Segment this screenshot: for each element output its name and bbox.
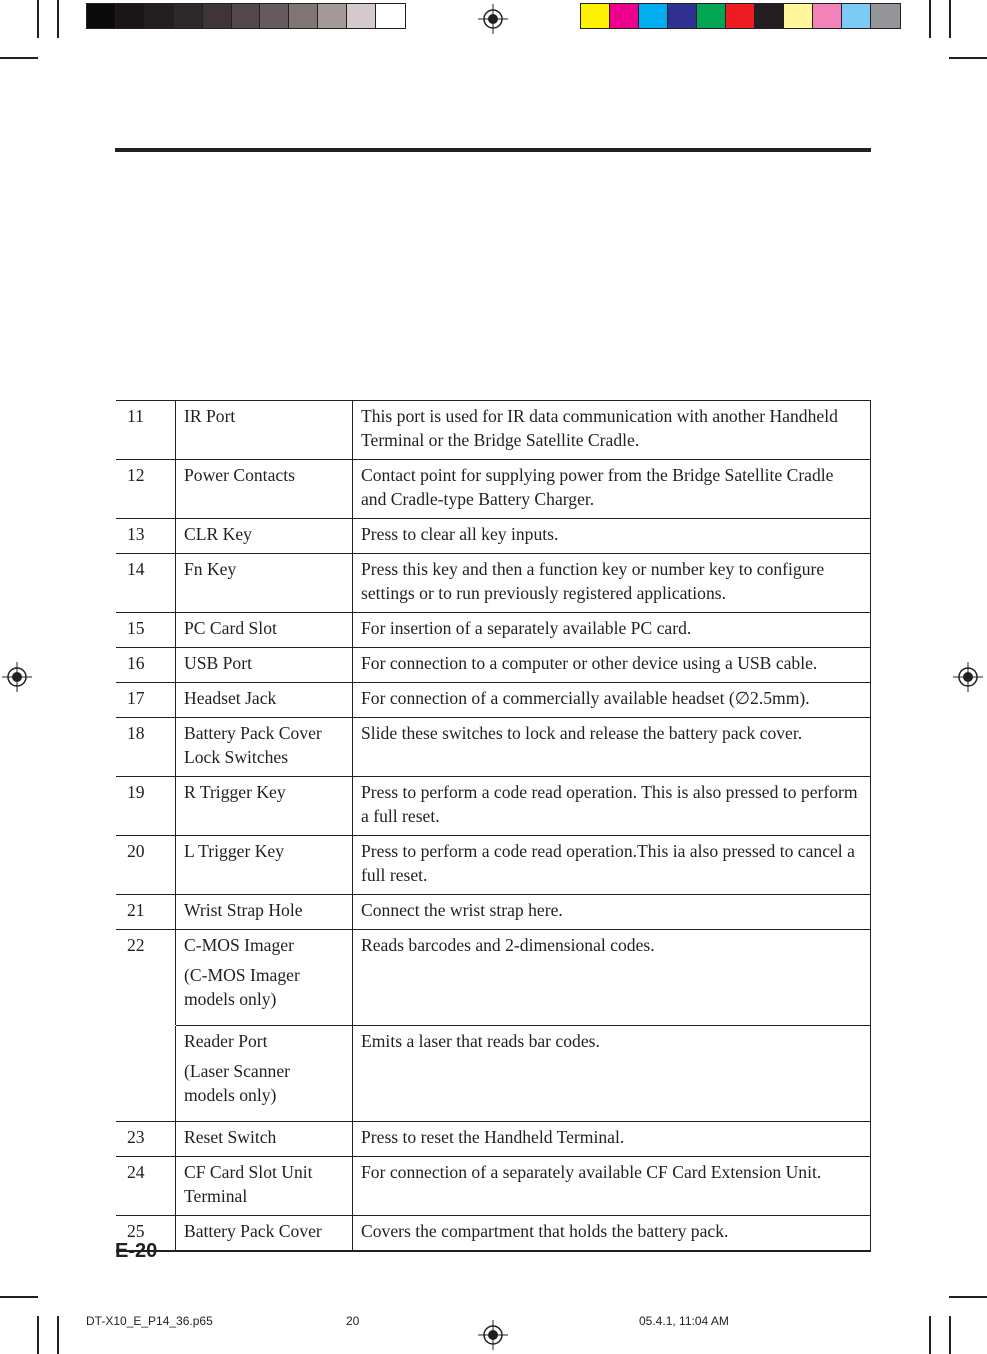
part-name-cell <box>176 1157 353 1216</box>
part-name-cell <box>176 460 353 519</box>
part-description: Reads barcodes and 2-dimensional codes. <box>353 930 871 1026</box>
crop-mark <box>929 1316 931 1354</box>
slug-page: 20 <box>346 1314 360 1328</box>
part-name-cell <box>176 777 353 836</box>
table-row <box>116 777 871 836</box>
part-number: 16 <box>127 653 145 673</box>
part-number: 19 <box>127 782 145 802</box>
part-description: Slide these switches to lock and release the battery pack cover. <box>353 718 871 777</box>
color-swatch <box>318 4 347 28</box>
slug-file-name: DT-X10_E_P14_36.p65 <box>86 1314 213 1328</box>
part-name: PC Card Slot <box>184 618 277 638</box>
crop-mark <box>0 57 38 59</box>
slug-date: 05.4.1, 11:04 AM <box>639 1314 729 1328</box>
color-swatch <box>581 4 610 28</box>
crop-mark <box>949 1316 951 1354</box>
color-swatch <box>203 4 232 28</box>
part-name-cell <box>176 554 353 613</box>
part-name-cell <box>176 1026 353 1122</box>
registration-mark-icon <box>478 4 508 34</box>
header-rule <box>115 148 871 152</box>
part-name-cell <box>176 683 353 718</box>
crop-mark <box>929 0 931 38</box>
part-description: For insertion of a separately available PC card. <box>353 613 871 648</box>
part-name: IR Port <box>184 406 236 426</box>
crop-mark <box>57 1316 59 1354</box>
table-row <box>116 519 871 554</box>
color-swatch <box>347 4 376 28</box>
color-swatch <box>87 4 116 28</box>
part-number: 25 <box>127 1221 145 1241</box>
color-swatch <box>871 4 900 28</box>
color-swatch <box>755 4 784 28</box>
part-number: 13 <box>127 524 145 544</box>
table-row <box>116 401 871 460</box>
part-number: 18 <box>127 723 145 743</box>
part-number: 14 <box>127 559 145 579</box>
part-number: 11 <box>127 406 144 426</box>
part-name: Reader Port <box>184 1031 268 1051</box>
table-row <box>116 1216 871 1252</box>
table-row <box>116 1026 871 1122</box>
part-number: 17 <box>127 688 145 708</box>
color-swatch <box>726 4 755 28</box>
part-name: Battery Pack Cover <box>184 1221 322 1241</box>
part-description: For connection of a commercially available headset (∅2.5mm). <box>353 683 871 718</box>
part-name: CLR Key <box>184 524 252 544</box>
part-number: 24 <box>127 1162 145 1182</box>
table-row <box>116 460 871 519</box>
part-description: Covers the compartment that holds the battery pack. <box>353 1216 871 1252</box>
crop-mark <box>37 1316 39 1354</box>
table-row <box>116 1122 871 1157</box>
table-row <box>116 836 871 895</box>
color-swatch <box>639 4 668 28</box>
part-name-note: (Laser Scanner models only) <box>184 1061 290 1105</box>
part-name-cell <box>176 930 353 1026</box>
part-name: C-MOS Imager <box>184 935 294 955</box>
part-name-cell <box>176 401 353 460</box>
part-number: 23 <box>127 1127 145 1147</box>
part-name-cell <box>176 836 353 895</box>
process-color-bar <box>580 3 901 29</box>
registration-mark-icon <box>2 662 32 692</box>
part-description: Press to perform a code read operation. This is also pressed to perform a full reset. <box>353 777 871 836</box>
part-name: USB Port <box>184 653 252 673</box>
crop-mark <box>949 0 951 38</box>
crop-mark <box>57 0 59 38</box>
part-name: R Trigger Key <box>184 782 286 802</box>
part-number: 12 <box>127 465 145 485</box>
color-swatch <box>232 4 261 28</box>
part-description: Press this key and then a function key or number key to configure settings or to run previously registered applications. <box>353 554 871 613</box>
parts-description-table <box>116 400 871 1252</box>
part-description: Emits a laser that reads bar codes. <box>353 1026 871 1122</box>
color-swatch <box>145 4 174 28</box>
part-name-cell <box>176 718 353 777</box>
part-name: Battery Pack Cover Lock Switches <box>184 723 322 767</box>
part-description: For connection of a separately available CF Card Extension Unit. <box>353 1157 871 1216</box>
part-name: Headset Jack <box>184 688 277 708</box>
color-swatch <box>697 4 726 28</box>
part-number: 22 <box>116 930 176 1026</box>
color-swatch <box>116 4 145 28</box>
part-description: Press to perform a code read operation.This ia also pressed to cancel a full reset. <box>353 836 871 895</box>
part-name-cell <box>176 613 353 648</box>
registration-mark-icon <box>953 662 983 692</box>
table-row <box>116 718 871 777</box>
part-name-cell <box>176 1216 353 1252</box>
part-description: Press to clear all key inputs. <box>353 519 871 554</box>
part-name: Power Contacts <box>184 465 295 485</box>
part-description: Connect the wrist strap here. <box>353 895 871 930</box>
crop-mark <box>0 1296 38 1298</box>
part-number <box>116 1026 176 1122</box>
table-row <box>116 613 871 648</box>
grayscale-color-bar <box>86 3 406 29</box>
color-swatch <box>174 4 203 28</box>
registration-mark-icon <box>478 1320 508 1350</box>
part-name-cell <box>176 1122 353 1157</box>
page-number: E-20 <box>115 1240 158 1262</box>
color-swatch <box>842 4 871 28</box>
part-number: 21 <box>127 900 145 920</box>
part-number: 15 <box>127 618 145 638</box>
color-swatch <box>784 4 813 28</box>
table-row <box>116 895 871 930</box>
part-name: Fn Key <box>184 559 237 579</box>
part-name: Wrist Strap Hole <box>184 900 303 920</box>
part-description: For connection to a computer or other device using a USB cable. <box>353 648 871 683</box>
part-description: This port is used for IR data communication with another Handheld Terminal or the Bridge Satellite Cradle. <box>353 401 871 460</box>
table-row <box>116 648 871 683</box>
part-name-cell <box>176 519 353 554</box>
color-swatch <box>289 4 318 28</box>
part-name: CF Card Slot Unit Terminal <box>184 1162 313 1206</box>
part-name: Reset Switch <box>184 1127 277 1147</box>
part-description: Contact point for supplying power from the Bridge Satellite Cradle and Cradle-type Battery Charger. <box>353 460 871 519</box>
color-swatch <box>813 4 842 28</box>
part-name-cell <box>176 895 353 930</box>
color-swatch <box>668 4 697 28</box>
table-row <box>116 1157 871 1216</box>
crop-mark <box>949 57 987 59</box>
crop-mark <box>37 0 39 38</box>
part-name-note: (C-MOS Imager models only) <box>184 965 300 1009</box>
table-row <box>116 683 871 718</box>
table-row <box>116 554 871 613</box>
table-row <box>116 930 871 1026</box>
color-swatch <box>260 4 289 28</box>
color-swatch <box>610 4 639 28</box>
part-name-cell <box>176 648 353 683</box>
part-number: 20 <box>127 841 145 861</box>
part-name: L Trigger Key <box>184 841 285 861</box>
part-description: Press to reset the Handheld Terminal. <box>353 1122 871 1157</box>
crop-mark <box>949 1296 987 1298</box>
color-swatch <box>376 4 405 28</box>
